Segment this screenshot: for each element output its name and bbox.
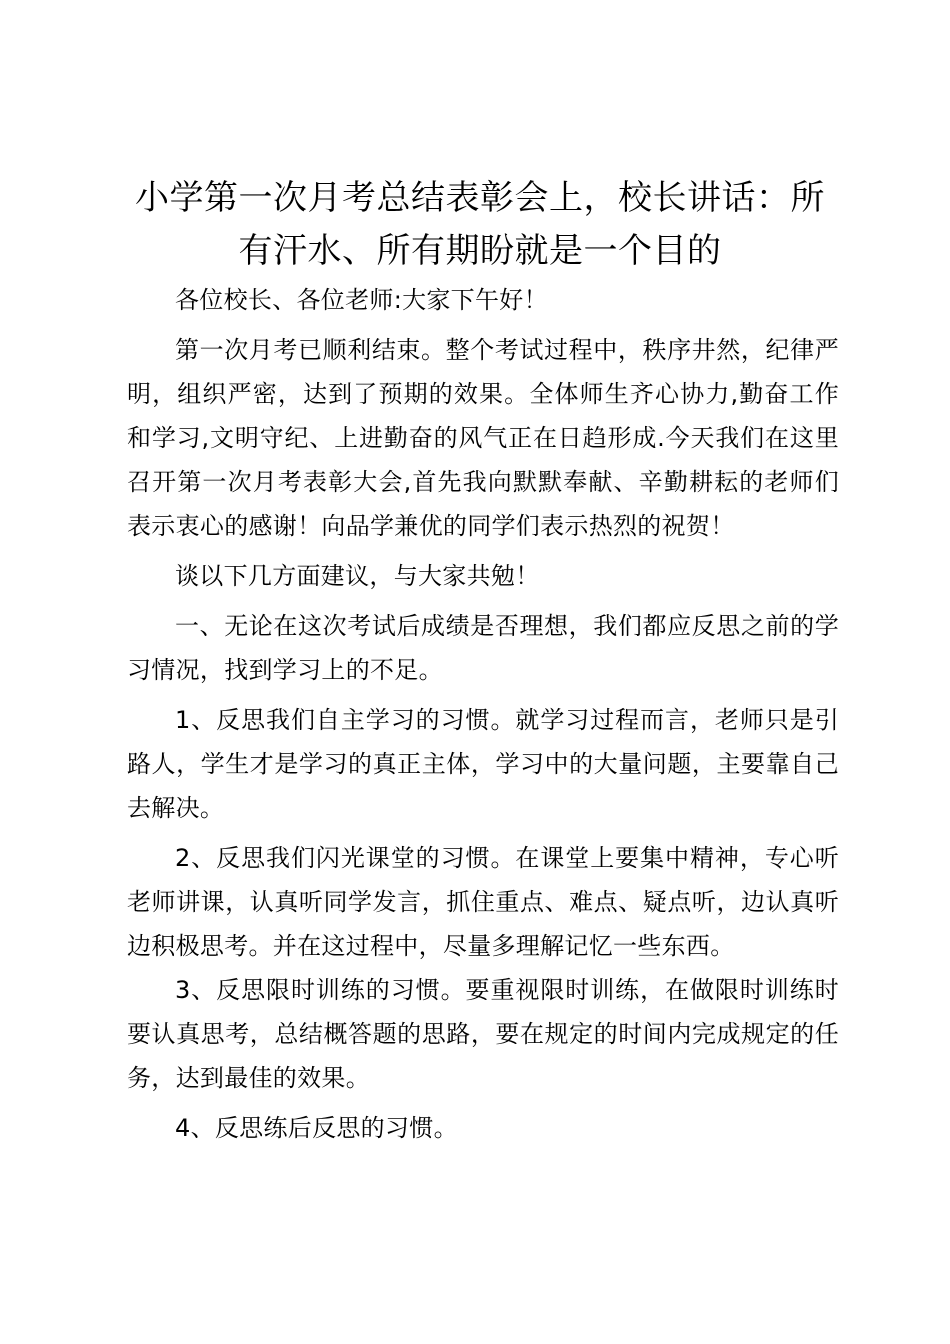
paragraph-item-1: 1、反思我们自主学习的习惯。就学习过程而言，老师只是引路人，学生才是学习的真正主体，学习中的大量问题，主要靠自己去解决。	[127, 706, 839, 822]
paragraph-item-4: 4、反思练后反思的习惯。	[175, 1114, 458, 1142]
paragraph-item-3: 3、反思限时训练的习惯。要重视限时训练，在做限时训练时要认真思考，总结概答题的思路，要在规定的时间内完成规定的任务，达到最佳的效果。	[127, 976, 839, 1092]
paragraph-suggestions-lead: 谈以下几方面建议，与大家共勉！	[175, 562, 540, 590]
paragraph-intro: 第一次月考已顺利结束。整个考试过程中，秩序井然，纪律严明，组织严密，达到了预期的效果。全体师生齐心协力,勤奋工作和学习,文明守纪、上进勤奋的风气正在日趋形成.今天我们在这里召开第一次月考表彰大会,首先我向默默奉献、辛勤耕耘的老师们表示衷心的感谢！向品学兼优的同学们表示热烈的祝贺！	[127, 336, 839, 540]
paragraph-greeting: 各位校长、各位老师:大家下午好！	[175, 286, 548, 314]
paragraph-section-one: 一、无论在这次考试后成绩是否理想，我们都应反思之前的学习情况，找到学习上的不足。	[127, 612, 839, 684]
paragraph-item-2: 2、反思我们闪光课堂的习惯。在课堂上要集中精神，专心听老师讲课，认真听同学发言，抓住重点、难点、疑点听，边认真听边积极思考。并在这过程中，尽量多理解记忆一些东西。	[127, 844, 839, 960]
document-title: 小学第一次月考总结表彰会上，校长讲话：所有汗水、所有期盼就是一个目的	[135, 178, 825, 271]
document-body	[127, 278, 839, 1150]
